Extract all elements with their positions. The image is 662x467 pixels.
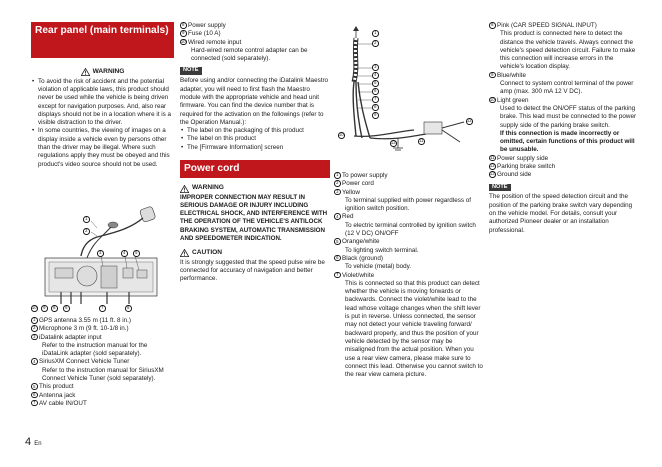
- caution-title: [180, 249, 330, 258]
- list-item: 10 Wired remote input Hard-wired remote control adapter can be connected (sold separately).: [180, 38, 308, 63]
- list-item: 8 Pink (CAR SPEED SIGNAL INPUT) This product is connected here to detect the distance the vehicle travels. Always connect the vehicle's speed detection circuit. Failure to make this connection will increase errors in the vehicle's location display.: [489, 22, 639, 72]
- callout-4: 4: [372, 72, 379, 79]
- callout-8: 8: [51, 305, 58, 312]
- rear-panel-diagram: [31, 204, 175, 316]
- list-item: 10 Light green Used to detect the ON/OFF status of the parking brake. This lead must be connected to the power supply side of the parking brake switch. If this connection is made incorrectly or omitted, certain functions of this product will be unusable.: [489, 96, 637, 154]
- list-item: 13 Ground side: [489, 171, 532, 179]
- rear-panel-heading: Rear panel (main terminals): [31, 22, 174, 58]
- callout-8: 8: [372, 104, 379, 111]
- list-item: 7 Violet/white This is connected so that this product can detect whether the vehicle is moving forwards or backwards. Connect the violet/white lead to the lead whose voltage changes when the shift lever is put in reverse. Unless connected, the sensor may not detect your vehicle traveling forward/ backward properly, and thus the position of your vehicle detected by the sensor may be misaligned from the actual position. When you use a rear view camera, please make sure to connect this lead. Otherwise you cannot switch to the rear view camera picture.: [334, 272, 484, 380]
- list-item: 4 Red To electric terminal controlled by ignition switch (12 V DC) ON/OFF: [334, 213, 484, 238]
- power-cord-items-list: [334, 172, 484, 379]
- rear-panel-items-list: [31, 317, 174, 408]
- list-item: 12 Parking brake switch: [489, 163, 556, 171]
- callout-10: 10: [338, 132, 344, 138]
- callout-6: 6: [372, 88, 379, 95]
- list-item: 5 Orange/white To lighting switch terminal.: [334, 238, 484, 255]
- callout-12: 12: [466, 118, 472, 124]
- callout-13: 13: [390, 140, 396, 146]
- callout-10: 10: [31, 305, 37, 311]
- page-language: En: [34, 441, 42, 447]
- note-text: Before using and/or connecting the iDatalink Maestro adapter, you will need to first flash the Maestro module with the appropriate vehicle and head unit firmware. You can find the device number that is required for the activation on the followings (refer to the Operation Manual.):: [180, 77, 329, 126]
- power-cord-items-continued: [489, 22, 639, 180]
- callout-5: 5: [372, 80, 379, 87]
- list-item: 1 To power supply: [334, 172, 484, 180]
- callout-4: 4: [121, 250, 128, 257]
- rear-panel-warning-list: [31, 78, 174, 169]
- warning-item: • In some countries, the viewing of images on a display inside a vehicle even by persons other than the driver may be illegal. Where such regulations apply they must be obeyed and this product's video source should not be used.: [31, 127, 174, 168]
- list-item: 11 Power supply side: [490, 154, 549, 162]
- power-cord-warning-title: [180, 184, 330, 193]
- list-item: 2 Microphone 3 m (9 ft. 10-1/8 in.): [31, 325, 174, 333]
- list-item: 3 Yellow To terminal supplied with power regardless of ignition switch position.: [334, 189, 484, 214]
- list-item: 6 Black (ground) To vehicle (metal) body.: [334, 255, 484, 272]
- list-item: 4 SiriusXM Connect Vehicle Tuner Refer to the instruction manual for SiriusXM Connect Vehicle Tuner (sold separately).: [31, 358, 174, 383]
- power-cord-note-text: The position of the speed detection circuit and the position of the parking brake switch vary depending on the vehicle model. For details, consult your authorized Pioneer dealer or an installation professional.: [489, 193, 633, 234]
- list-item: 6 Antenna jack: [31, 392, 174, 400]
- warning-item: • To avoid the risk of accident and the potential violation of applicable laws, this product should never be used while the vehicle is being driven except for navigation purposes. And, also rear displays should not be in a location where it is a visible distraction to the driver.: [31, 78, 174, 128]
- rear-panel-items-continued: [180, 22, 330, 63]
- list-item: 1 GPS antenna 3.55 m (11 ft. 8 in.): [31, 317, 174, 325]
- callout-3: 3: [97, 250, 104, 257]
- list-item: 9 Blue/white Connect to system control terminal of the power amp (max. 300 mA 12 V DC).: [489, 72, 639, 97]
- warning-triangle-icon: [81, 68, 90, 76]
- column-three: [334, 172, 484, 379]
- note-bullet: • The label on this product: [180, 135, 330, 143]
- column-four: [489, 22, 639, 235]
- rear-panel-warning-title: [31, 68, 174, 77]
- power-cord-diagram: [334, 26, 484, 172]
- callout-2: 2: [372, 40, 379, 47]
- column-two: [180, 22, 330, 284]
- list-item: 2 Power cord: [334, 180, 484, 188]
- callout-9: 9: [41, 305, 48, 312]
- page-footer: [25, 435, 42, 450]
- callout-3: 3: [372, 64, 379, 71]
- note-badge: NOTE: [180, 67, 202, 75]
- caution-title-text: CAUTION: [192, 249, 223, 257]
- list-item: 7 AV cable IN/OUT: [31, 400, 174, 408]
- note-badge: NOTE: [489, 184, 511, 192]
- caution-triangle-icon: [180, 249, 189, 257]
- callout-1: 1: [372, 30, 379, 37]
- callout-5: 5: [133, 250, 140, 257]
- callout-7: 7: [99, 305, 106, 312]
- list-item: 5 This product: [31, 383, 174, 391]
- list-item: 9 Fuse (10 A): [180, 30, 330, 38]
- power-cord-warning-text: IMPROPER CONNECTION MAY RESULT IN SERIOUS DAMAGE OR INJURY INCLUDING ELECTRICAL SHOCK, AND INTERFERENCE WITH THE OPERATION OF THE VEHICLE'S ANTILOCK BRAKING SYSTEM, AUTOMATIC TRANSMISSION AND SPEEDOMETER INDICATION.: [180, 193, 328, 242]
- warning-title-text: WARNING: [192, 184, 224, 192]
- note-bullet-list: [180, 127, 330, 152]
- note-bullet: • The [Firmware Information] screen: [180, 144, 330, 152]
- callout-11: 11: [419, 138, 424, 144]
- callout-1: 1: [83, 216, 90, 223]
- warning-triangle-icon: [180, 185, 189, 193]
- note-bullet: • The label on the packaging of this product: [180, 127, 330, 135]
- page-number: 4: [25, 436, 32, 448]
- warning-title-text: WARNING: [92, 68, 125, 75]
- list-item: 8 Power supply: [180, 22, 330, 30]
- callout-7: 7: [372, 96, 379, 103]
- callout-9: 9: [372, 112, 379, 119]
- caution-text: It is strongly suggested that the speed pulse wire be connected for accuracy of navigation and better performance.: [180, 258, 325, 283]
- callout-8b: 8: [125, 305, 132, 312]
- callout-2: 2: [83, 228, 90, 235]
- callout-6: 6: [63, 305, 70, 312]
- list-item: 3 iDatalink adapter input Refer to the instruction manual for the iDataLink adapter (sold separately).: [31, 334, 174, 359]
- rear-panel-column: [31, 22, 174, 169]
- power-cord-heading: Power cord: [180, 160, 330, 178]
